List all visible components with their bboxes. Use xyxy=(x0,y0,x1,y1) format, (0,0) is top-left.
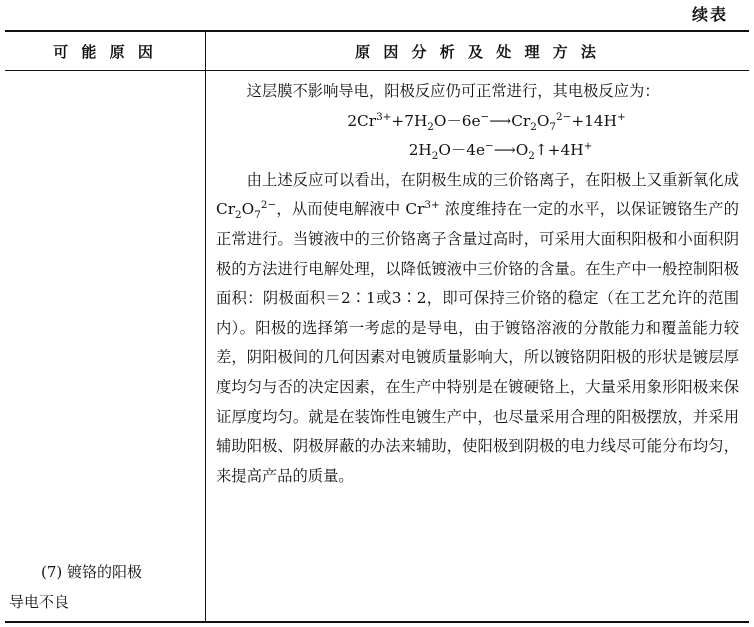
analysis-cell xyxy=(206,71,750,623)
cause-analysis-table xyxy=(5,30,749,623)
paragraph-1: 这层膜不影响导电，阳极反应仍可正常进行，其电极反应为： xyxy=(246,82,660,100)
cause-cell xyxy=(5,71,206,623)
header-analysis-method: 原 因 分 析 及 处 理 方 法 xyxy=(206,31,750,71)
reaction-arrow-icon: ⟶ xyxy=(493,141,516,160)
cause-line-1: (7) 镀铬的阳极 xyxy=(41,563,143,581)
table-header-row xyxy=(5,31,749,71)
continued-label: 续表 xyxy=(691,5,728,24)
header-possible-cause: 可 能 原 因 xyxy=(5,31,206,71)
equation-1: $2Cr^{3+}+7H_2O-6e^-⟶Cr_2O_7^{2-}+14H^+$ xyxy=(347,110,626,133)
paragraph-2: 由上述反应可以看出，在阴极生成的三价铬离子，在阳极上又重新氧化成 $Cr_2O_7^{2-}$，从而使电解液中 $Cr^{3+}$ 浓度维持在一定的水平，以保证镀铬生产的正常进行。当镀液中的三价铬离子含量过高时，可采用大面积阳极和小面积阴极的方法进行电解处理，以降低镀液中三价铬的含量。在生产中一般控制阳极面积：阴极面积＝2∶1或3∶2，即可保持三价铬的稳定（在工艺允许的范围内）。阳极的选择第一考虑的是导电，由于镀铬溶液的分散能力和覆盖能力较差，阴阳极间的几何因素对电镀质量影响大，所以镀铬阴阳极的形状是镀层厚度均匀与否的决定因素，在生产中特别是在镀硬铬上，大量采用象形阳极来保证厚度均匀。就是在装饰性电镀生产中，也尽量采用合理的阳极摆放，并采用辅助阳极、阴极屏蔽的办法来辅助，使阳极到阴极的电力线尽可能分布均匀，来提高产品的质量。 xyxy=(216,170,739,485)
equation-2: $2H_2O-4e^-⟶O_2↑+4H^+$ xyxy=(408,140,593,163)
cause-line-2: 导电不良 xyxy=(9,593,70,611)
reaction-arrow-icon: ⟶ xyxy=(489,111,512,130)
table-row xyxy=(5,71,749,623)
